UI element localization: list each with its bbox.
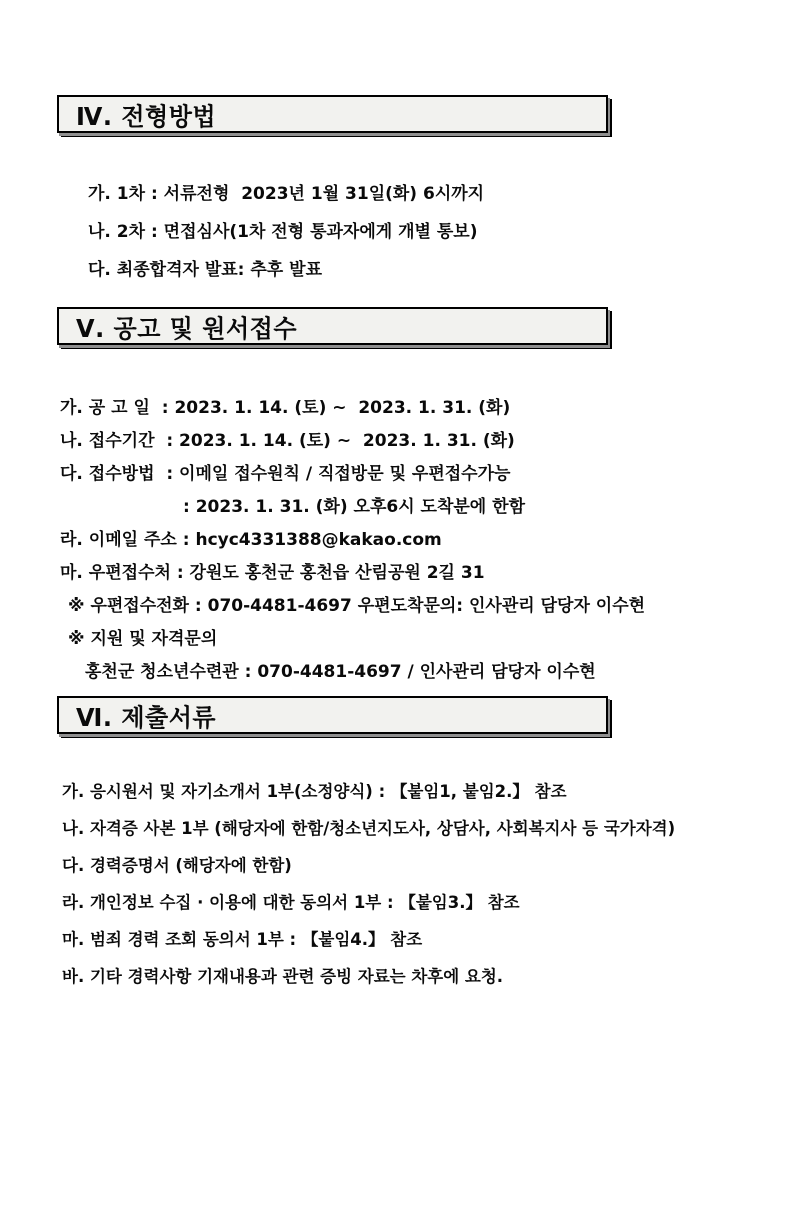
text-line: 나. 접수기간 : 2023. 1. 14. (토) ~ 2023. 1. 31. (화) [60,431,515,451]
text-line: 가. 1차 : 서류전형 2023년 1월 31일(화) 6시까지 [88,183,485,204]
section-title: Ⅴ. 공고 및 원서접수 [76,314,298,343]
text-line: 라. 이메일 주소 : hcyc4331388@kakao.com [60,530,442,550]
text-line: 마. 범죄 경력 조회 동의서 1부 : 【붙임4.】 참조 [62,929,423,949]
text-line: 나. 자격증 사본 1부 (해당자에 한함/청소년지도사, 상담사, 사회복지사 등 국가자격) [62,818,676,838]
section-header-selection-method [57,95,608,133]
text-line-continuation: : 2023. 1. 31. (화) 오후6시 도착분에 한함 [183,497,525,517]
text-line: 다. 경력증명서 (해당자에 한함) [62,855,292,875]
section-title: Ⅳ. 전형방법 [76,102,217,131]
section-title: Ⅵ. 제출서류 [76,703,217,732]
section-body-submission-documents [0,771,793,993]
text-line: 다. 접수방법 : 이메일 접수원칙 / 직접방문 및 우편접수가능 [60,464,511,484]
text-line-note-continuation: 홍천군 청소년수련관 : 070-4481-4697 / 인사관리 담당자 이수현 [85,662,596,682]
text-line-note: ※ 우편접수전화 : 070-4481-4697 우편도착문의: 인사관리 담당자 이수현 [68,596,646,616]
text-line: 가. 공 고 일 : 2023. 1. 14. (토) ~ 2023. 1. 31. (화) [60,398,511,418]
text-line: 나. 2차 : 면접심사(1차 전형 통과자에게 개별 통보) [88,221,478,242]
text-line: 다. 최종합격자 발표: 추후 발표 [88,259,322,280]
text-line: 바. 기타 경력사항 기재내용과 관련 증빙 자료는 차후에 요청. [62,966,504,986]
text-line: 마. 우편접수처 : 강원도 홍천군 홍천읍 산림공원 2길 31 [60,563,485,583]
text-line-note: ※ 지원 및 자격문의 [68,629,218,649]
section-body-selection-method [0,172,793,286]
page [0,95,793,1216]
section-header-submission-documents [57,696,608,734]
text-line: 라. 개인정보 수집 · 이용에 대한 동의서 1부 : 【붙임3.】 참조 [62,892,520,912]
section-header-announcement-application [57,307,608,345]
section-body-announcement-application [0,389,793,686]
text-line: 가. 응시원서 및 자기소개서 1부(소정양식) : 【붙임1, 붙임2.】 참조 [62,781,567,801]
